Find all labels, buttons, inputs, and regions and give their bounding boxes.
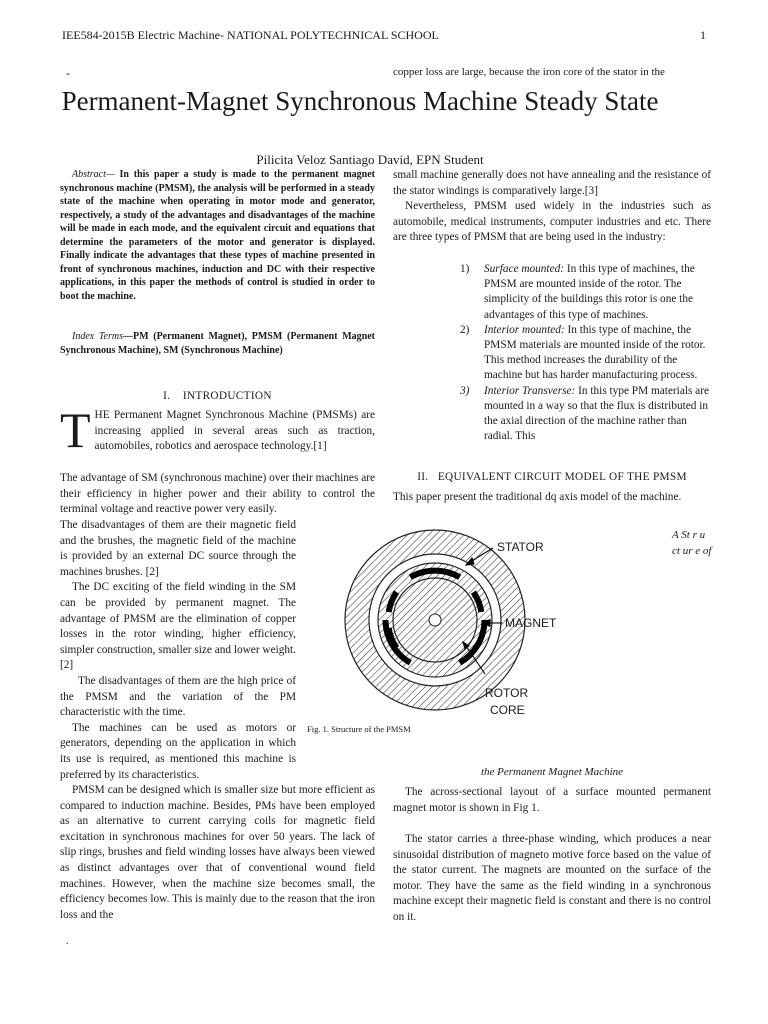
abstract-text: In this paper a study is made to the permanent magnet synchronous machine (PMSM), the analysis will be performed in a steady state of the machine when operating in motor mode and generator, respectively, a study of the advantages and disadvantages of the machine will be made in each mode, and the equivalent circuit and equations that determine the parameters of the motor and generator is displayed. Finally indicate the advantages that these types of machine presented in front of synchronous machines, induction and DC with their respective applications, in this paper the methods of control is studied in order to boot the machine. bbox=[60, 169, 375, 302]
intro-narrow-column bbox=[60, 518, 296, 783]
section-title: EQUIVALENT CIRCUIT MODEL OF THE PMSM bbox=[437, 471, 687, 483]
intro-paragraph-5: The machines can be used as motors or generators, depending on the application in which its use is required, as mentioned this machine is preferred by its characteristics. bbox=[60, 721, 296, 781]
abstract bbox=[60, 168, 375, 303]
list-item: 2) Interior mounted: In this type of machine, the PMSM materials are mounted inside of the rotor. This method increases the durability of the machine but has harder manufacturing process. bbox=[460, 323, 706, 382]
pmsm-types-list bbox=[460, 262, 710, 444]
stray-mark: - bbox=[66, 66, 70, 80]
stator-paragraph: The stator carries a three-phase winding, which produces a near sinusoidal distribution of magneto motive force based on the value of the stator current. The magnets are mounted on the surface of the motor. They have the same as the field winding in a synchronous machine except their magnetic field is constant and there is no control on it. bbox=[393, 833, 711, 923]
index-terms-label: Index Terms bbox=[72, 331, 123, 342]
abstract-label: Abstract— bbox=[72, 169, 115, 180]
figure-caption: Fig. 1. Structure of the PMSM bbox=[307, 724, 411, 734]
label-core: CORE bbox=[490, 703, 525, 717]
intro-p1-text: HE Permanent Magnet Synchronous Machine (PMSMs) are increasing applied in several areas such as traction, automobiles, robotics and aerospace technology.[1] bbox=[94, 409, 375, 453]
paper-title: Permanent-Magnet Synchronous Machine Steady State bbox=[61, 86, 659, 116]
list-item: 1) Surface mounted: In this type of machines, the PMSM are mounted inside of the rotor. The simplicity of the buildings this rotor is one the advantages of this type of machines. bbox=[460, 263, 695, 321]
section-title: INTRODUCTION bbox=[182, 390, 272, 402]
index-terms bbox=[60, 330, 375, 357]
stray-mark: . bbox=[66, 936, 69, 947]
page-number: 1 bbox=[700, 28, 706, 42]
right-paragraph-2: Nevertheless, PMSM used widely in the industries such as automobile, medical instruments, computer industries and etc. There are three types of PMSM that are being used in the industry: bbox=[393, 200, 711, 244]
index-terms-text: —PM (Permanent Magnet), PMSM (Permanent Magnet Synchronous Machine), SM (Synchronous Machine) bbox=[60, 331, 375, 356]
label-stator: STATOR bbox=[497, 540, 544, 554]
layout-paragraph: The across-sectional layout of a surface mounted permanent magnet motor is shown in Fig 1. bbox=[393, 786, 711, 814]
pmsm-structure-figure bbox=[335, 522, 635, 720]
author-line: Pilicita Veloz Santiago David, EPN Student bbox=[256, 152, 484, 167]
intro-paragraph-6: PMSM can be designed which is smaller size but more efficient as compared to induction machine. Besides, PMs have been employed as an alternative to current carrying coils for magnetic field excitation in synchronous machines for over 50 years. The lack of slip rings, brushes and field winding losses have always been viewed as distinct advantages over that of conventional wound field machines. However, when the machine size becomes small, the efficiency becomes low. This is mainly due to the reason that the iron loss and the bbox=[60, 784, 375, 921]
section-number: I. bbox=[163, 390, 171, 402]
model-paragraph: This paper present the traditional dq axis model of the machine. bbox=[393, 491, 682, 503]
continued-text: copper loss are large, because the iron core of the stator in the bbox=[393, 66, 665, 78]
section-heading-introduction bbox=[60, 390, 375, 402]
label-rotor: ROTOR bbox=[485, 686, 529, 700]
right-column-top bbox=[393, 168, 711, 246]
intro-paragraph-2: The advantage of SM (synchronous machine) over their machines are their efficiency in higher power and their ability to control the terminal voltage and reactive power very easily. bbox=[60, 472, 375, 516]
section-number: II. bbox=[417, 471, 429, 483]
label-magnet: MAGNET bbox=[505, 616, 557, 630]
subsection-heading-continued: the Permanent Magnet Machine bbox=[480, 766, 624, 778]
intro-paragraph-3: The DC exciting of the field winding in the SM can be provided by permanent magnet. The advantage of PMSM are the elimination of copper losses in the rotor winding, higher efficiency, simpler construction, smaller size and lower weight.[2] bbox=[60, 581, 296, 672]
shaft bbox=[429, 614, 441, 626]
right-paragraph-1: small machine generally does not have annealing and the resistance of the stator windings is comparatively large.[3] bbox=[393, 169, 711, 197]
list-item: 3) Interior Transverse: In this type PM materials are mounted in a way so that the flux is distributed in the axial direction of the machine rather than radial. This bbox=[460, 384, 709, 443]
intro-paragraph-2b: The disadvantages of them are their magnetic field and the brushes, the magnetic field of the machine is provided by an external DC source through the machines brushes. [2] bbox=[60, 519, 296, 578]
running-header: IEE584-2015B Electric Machine- NATIONAL POLYTECHNICAL SCHOOL bbox=[62, 28, 439, 42]
intro-paragraph-1 bbox=[60, 402, 375, 458]
subsection-heading-fragment: A St r u ct ur e of bbox=[672, 529, 712, 557]
drop-cap: T bbox=[60, 402, 91, 458]
intro-paragraph-4: The disadvantages of them are the high price of the PMSM and the variation of the PM characteristic with the time. bbox=[60, 674, 296, 719]
section-heading-equivalent-circuit bbox=[393, 471, 711, 483]
